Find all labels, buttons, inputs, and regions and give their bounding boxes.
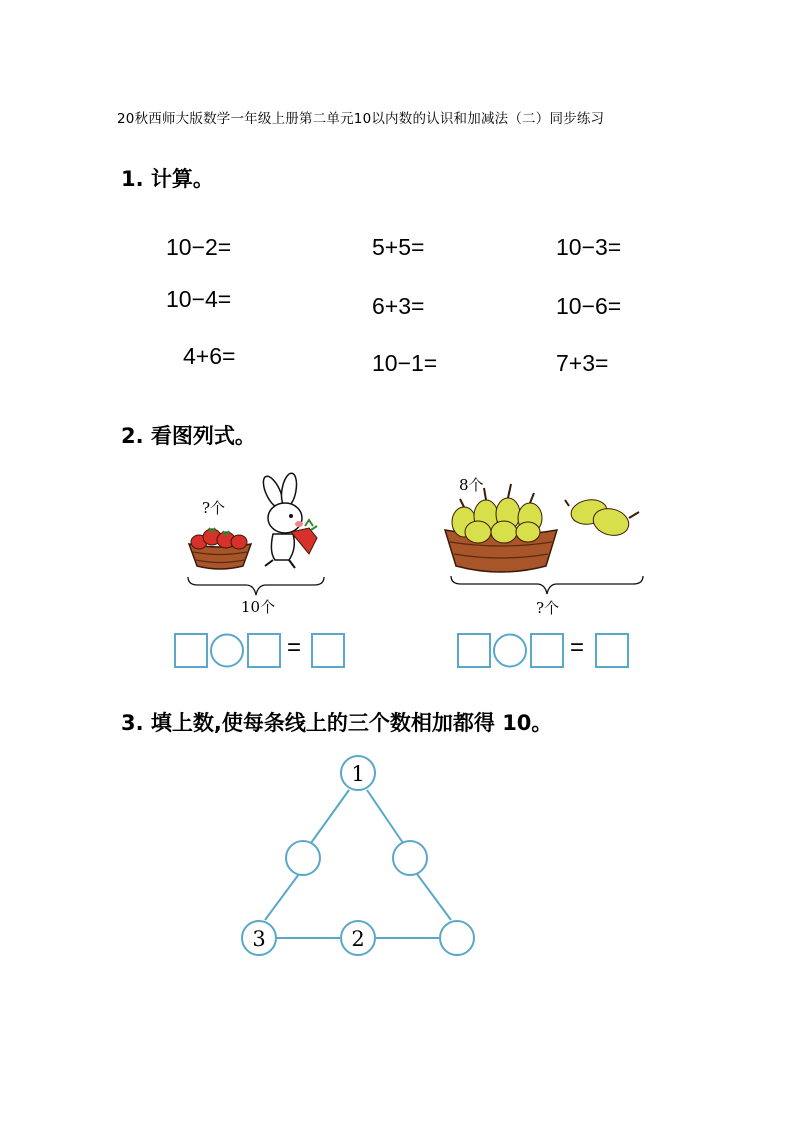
strawberry-basket-illustration [185, 520, 255, 575]
node-mid-left [286, 841, 320, 875]
equals-sign: = [570, 634, 585, 661]
answer-box [312, 634, 344, 667]
node-bottom-right [440, 921, 474, 955]
rabbit-illustration [255, 474, 327, 574]
equation: 10−6= [556, 293, 622, 319]
node-value: 3 [252, 927, 266, 951]
equation: 10−4= [166, 286, 232, 312]
loose-pears-illustration [565, 492, 643, 542]
equals-sign: = [287, 634, 302, 661]
right-answer-row [457, 633, 630, 669]
answer-box [458, 634, 490, 667]
page-title: 20秋西师大版数学一年级上册第二单元10以内数的认识和加减法（二）同步练习 [117, 111, 605, 127]
right-brace [449, 574, 645, 598]
equation: 7+3= [556, 350, 609, 376]
node-mid-right [393, 841, 427, 875]
operator-circle [494, 635, 526, 667]
equation: 5+5= [372, 234, 425, 260]
answer-box [175, 634, 207, 667]
left-answer-row [174, 633, 346, 669]
answer-box [531, 634, 563, 667]
answer-box [596, 634, 628, 667]
node-value: 2 [351, 927, 365, 951]
question-2-title: 2. 看图列式。 [121, 424, 256, 448]
total-label: 10个 [241, 598, 276, 616]
total-label: ?个 [536, 599, 560, 617]
equation: 10−3= [556, 234, 622, 260]
number-triangle [238, 752, 480, 960]
question-3-title: 3. 填上数,使每条线上的三个数相加都得 10。 [121, 711, 553, 735]
equation: 10−1= [372, 350, 438, 376]
part-label: ?个 [202, 499, 226, 517]
equation: 6+3= [372, 293, 425, 319]
part-label: 8个 [459, 476, 484, 494]
node-value: 1 [351, 762, 365, 786]
pear-basket-illustration [442, 478, 560, 580]
operator-circle [211, 635, 243, 667]
answer-box [248, 634, 280, 667]
question-1-title: 1. 计算。 [121, 167, 214, 191]
equation: 4+6= [183, 343, 236, 369]
equation: 10−2= [166, 234, 232, 260]
